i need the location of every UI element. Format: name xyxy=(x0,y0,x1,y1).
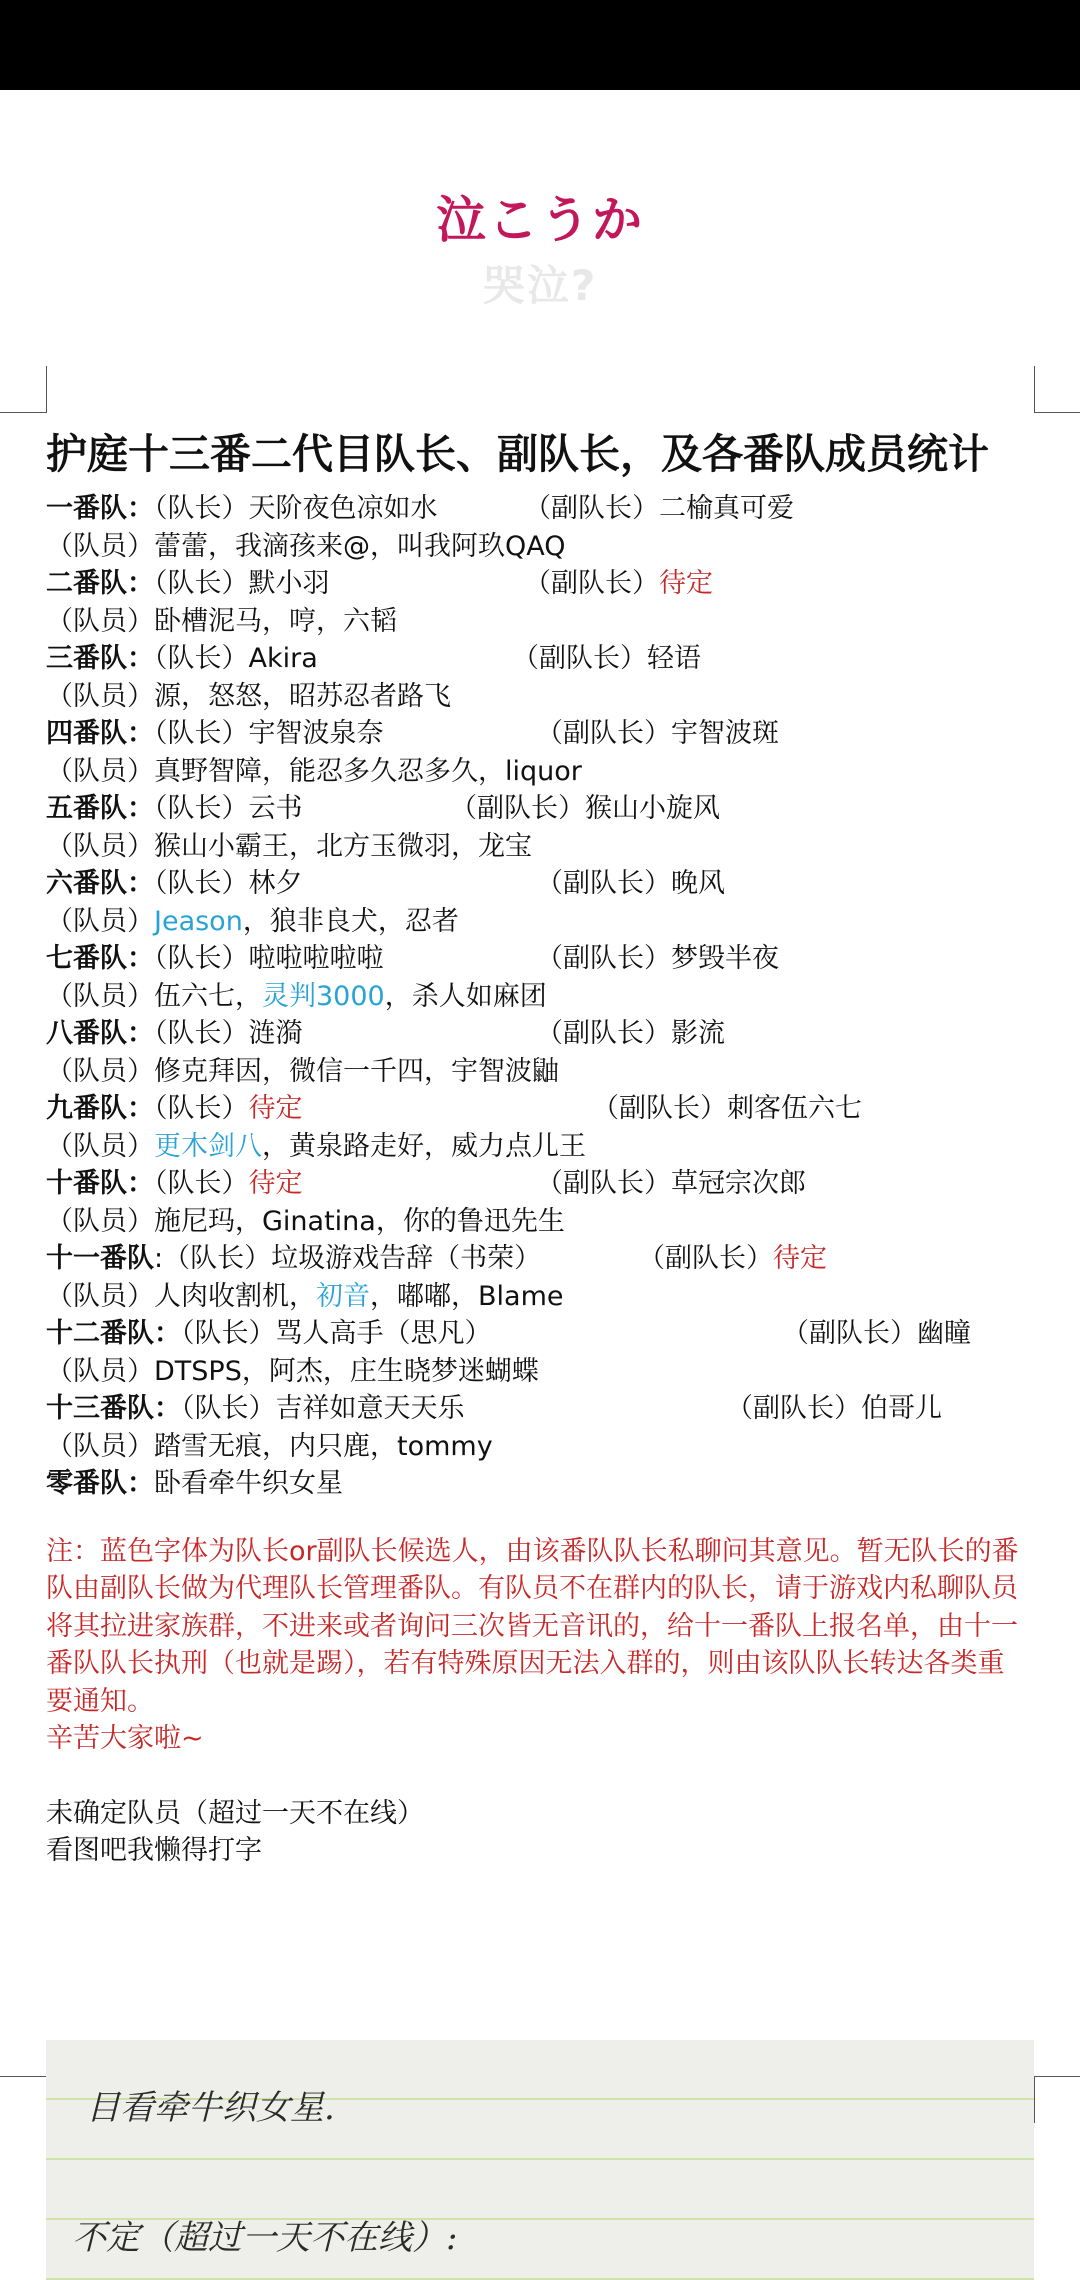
squad-9-leaders: 九番队：（队长）待定 （副队长）刺客伍六七 xyxy=(46,1090,1046,1128)
squad-6-leaders: 六番队：（队长）林夕 （副队长）晚风 xyxy=(46,865,1046,903)
squad-9-members: （队员）更木剑八，黄泉路走好，威力点儿王 xyxy=(46,1130,586,1162)
squad-11-leaders: 十一番队:（队长）垃圾游戏告辞（书荣） （副队长）待定 xyxy=(46,1240,1046,1278)
captain-name: 垃圾游戏告辞（书荣） xyxy=(271,1243,542,1274)
vice-name: 伯哥儿 xyxy=(861,1393,942,1424)
vice-name: 二榆真可爱 xyxy=(659,493,794,524)
vice-block: （副队长）刺客伍六七 xyxy=(592,1093,862,1124)
squad-text: 卧看牵牛织女星 xyxy=(154,1468,343,1499)
captain-name: 待定 xyxy=(248,1168,303,1199)
logo-subtitle: 哭泣? xyxy=(482,261,598,310)
squad-name: 八番队： xyxy=(46,1018,154,1049)
crop-mark-bottom-right xyxy=(1034,2076,1080,2123)
squad-3-members: （队员）源，怒怒，昭苏忍者路飞 xyxy=(46,680,451,712)
logo xyxy=(0,190,1080,316)
squad-2-members: （队员）卧槽泥马，哼，六韬 xyxy=(46,605,397,637)
captain-name: 云书 xyxy=(248,793,303,824)
page-title: 护庭十三番二代目队长、副队长，及各番队成员统计 xyxy=(46,430,989,478)
squad-10-leaders: 十番队：（队长）待定 （副队长）草冠宗次郎 xyxy=(46,1165,1046,1203)
crop-mark-top-left xyxy=(0,366,47,413)
vice-block: （副队长）待定 xyxy=(638,1243,827,1274)
squad-name: 七番队： xyxy=(46,943,154,974)
handwritten-note-photo xyxy=(46,2040,1034,2280)
squad-name: 九番队： xyxy=(46,1093,154,1124)
member-list: DTSPS，阿杰，庄生晓梦迷蝴蝶 xyxy=(154,1355,539,1387)
see-image-line: 看图吧我懒得打字 xyxy=(46,1835,262,1866)
squad-13-members: （队员）踏雪无痕，内只鹿，tommy xyxy=(46,1430,493,1462)
member-list: ，杀人如麻团 xyxy=(384,980,547,1012)
crop-mark-top-right xyxy=(1034,366,1080,413)
vice-block: （副队长）伯哥儿 xyxy=(726,1393,942,1424)
logo-title: 泣こうか xyxy=(436,191,644,249)
unconfirmed-heading: 未确定队员（超过一天不在线） xyxy=(46,1797,424,1829)
squad-11-members: （队员）人肉收割机，初音，嘟嘟，Blame xyxy=(46,1280,564,1312)
member-list: 踏雪无痕，内只鹿，tommy xyxy=(154,1430,493,1462)
captain-name: 吉祥如意天天乐 xyxy=(275,1393,465,1424)
squad-name: 十番队： xyxy=(46,1168,154,1199)
captain-name: 啦啦啦啦啦 xyxy=(248,943,384,974)
vice-block: （副队长）草冠宗次郎 xyxy=(536,1168,806,1199)
captain-name: 宇智波泉奈 xyxy=(248,718,384,749)
vice-block: （副队长）晚风 xyxy=(536,868,725,899)
vice-name: 轻语 xyxy=(647,643,701,674)
squad-1-leaders xyxy=(46,490,1046,528)
candidate-name: 初音 xyxy=(316,1280,370,1312)
squad-1-members: （队员）蕾蕾，我滴孩来@，叫我阿玖QAQ xyxy=(46,530,566,562)
handwritten-line: 不定（超过一天不在线）: xyxy=(72,2218,458,2258)
squad-5-leaders: 五番队：（队长）云书 （副队长）猴山小旋风 xyxy=(46,790,1046,828)
vice-block: （副队长）梦毁半夜 xyxy=(536,943,779,974)
vice-name: 梦毁半夜 xyxy=(671,943,779,974)
squad-8-members: （队员）修克拜因，微信一千四，宇智波鼬 xyxy=(46,1055,559,1087)
member-list: ，嘟嘟，Blame xyxy=(370,1280,564,1312)
vice-block: （副队长）宇智波斑 xyxy=(536,718,779,749)
handwritten-line: 目看牵牛织女星. xyxy=(86,2088,335,2128)
captain-name: 默小羽 xyxy=(248,568,330,599)
squad-name: 四番队： xyxy=(46,718,154,749)
squad-name: 六番队： xyxy=(46,868,154,899)
squad-5-members: （队员）猴山小霸王，北方玉微羽，龙宝 xyxy=(46,830,532,862)
captain-name: 天阶夜色凉如水 xyxy=(248,493,438,524)
member-list: 猴山小霸王，北方玉微羽，龙宝 xyxy=(154,830,532,862)
thanks-line: 辛苦大家啦~ xyxy=(46,1723,204,1754)
member-list: 修克拜因，微信一千四，宇智波鼬 xyxy=(154,1055,559,1087)
squad-4-leaders: 四番队：（队长）宇智波泉奈 （副队长）宇智波斑 xyxy=(46,715,1046,753)
squad-name: 零番队： xyxy=(46,1468,154,1499)
squad-name: 一番队： xyxy=(46,493,154,524)
squad-13-leaders: 十三番队：（队长）吉祥如意天天乐 （副队长）伯哥儿 xyxy=(46,1390,1046,1428)
captain-name: 待定 xyxy=(248,1093,303,1124)
vice-name: 待定 xyxy=(659,568,713,599)
squad-7-members: （队员）伍六七，灵判3000，杀人如麻团 xyxy=(46,980,547,1012)
squad-6-members: （队员）Jeason，狼非良犬，忍者 xyxy=(46,905,459,937)
captain-name: 涟漪 xyxy=(248,1018,303,1049)
squad-12-members: （队员）DTSPS，阿杰，庄生晓梦迷蝴蝶 xyxy=(46,1355,539,1387)
squad-name: 十二番队： xyxy=(46,1318,181,1349)
vice-block: （副队长）待定 xyxy=(524,568,713,599)
member-list: 真野智障，能忍多久忍多久，liquor xyxy=(154,755,582,787)
member-list: 施尼玛，Ginatina，你的鲁迅先生 xyxy=(154,1205,565,1237)
member-list: ，黄泉路走好，威力点儿王 xyxy=(262,1130,586,1162)
crop-mark-bottom-left xyxy=(0,2076,47,2123)
candidate-name: 灵判3000 xyxy=(262,980,385,1012)
vice-block: （副队长）幽瞳 xyxy=(782,1318,971,1349)
captain-name: Akira xyxy=(248,643,318,674)
captain-name: 骂人高手（思凡） xyxy=(275,1318,492,1349)
squad-7-leaders: 七番队：（队长）啦啦啦啦啦 （副队长）梦毁半夜 xyxy=(46,940,1046,978)
member-list: 卧槽泥马，哼，六韬 xyxy=(154,605,397,637)
member-list: 蕾蕾，我滴孩来@，叫我阿玖QAQ xyxy=(154,530,566,562)
vice-name: 幽瞳 xyxy=(917,1318,971,1349)
vice-name: 猴山小旋风 xyxy=(585,793,720,824)
captain-name: 林夕 xyxy=(248,868,303,899)
squad-12-leaders: 十二番队：（队长）骂人高手（思凡） （副队长）幽瞳 xyxy=(46,1315,1046,1353)
member-list: ，狼非良犬，忍者 xyxy=(242,905,459,937)
vice-name: 晚风 xyxy=(671,868,725,899)
squad-name: 十一番队 xyxy=(46,1243,154,1274)
vice-name: 宇智波斑 xyxy=(671,718,779,749)
squad-name: 三番队： xyxy=(46,643,154,674)
vice-name: 刺客伍六七 xyxy=(727,1093,862,1124)
status-bar xyxy=(0,0,1080,90)
vice-name: 待定 xyxy=(773,1243,827,1274)
vice-name: 草冠宗次郎 xyxy=(671,1168,806,1199)
squad-name: 五番队： xyxy=(46,793,154,824)
vice-block: （副队长）轻语 xyxy=(512,643,701,674)
notice-body: 注：蓝色字体为队长or副队长候选人，由该番队队长私聊问其意见。暂无队长的番队由副队长做为代理队长管理番队。有队员不在群内的队长，请于游戏内私聊队员将其拉进家族群，不进来或者询问三次皆无音讯的，给十一番队上报名单，由十一番队队长执刑（也就是踢），若有特殊原因无法入群的，则由该队队长转达各类重要通知。 xyxy=(46,1535,1019,1717)
squad-name: 二番队： xyxy=(46,568,154,599)
captain-label: （队长） xyxy=(154,493,249,524)
vice-block: （副队长）猴山小旋风 xyxy=(450,793,720,824)
squad-3-leaders: 三番队：（队长）Akira （副队长）轻语 xyxy=(46,640,1046,678)
squad-2-leaders: 二番队：（队长）默小羽 （副队长）待定 xyxy=(46,565,1046,603)
squad-name: 十三番队： xyxy=(46,1393,181,1424)
squad-8-leaders: 八番队：（队长）涟漪 （副队长）影流 xyxy=(46,1015,1046,1053)
document-body xyxy=(46,424,1046,1870)
notice-text xyxy=(46,1533,1021,1758)
unconfirmed-section xyxy=(46,1795,1046,1870)
candidate-name: 更木剑八 xyxy=(154,1130,262,1162)
member-list: 源，怒怒，昭苏忍者路飞 xyxy=(154,680,451,712)
vice-block: （副队长）二榆真可爱 xyxy=(524,493,794,524)
squad-4-members: （队员）真野智障，能忍多久忍多久，liquor xyxy=(46,755,582,787)
vice-name: 影流 xyxy=(671,1018,725,1049)
candidate-name: Jeason xyxy=(154,905,243,937)
squad-0 xyxy=(46,1465,1046,1503)
vice-block: （副队长）影流 xyxy=(536,1018,725,1049)
squad-10-members: （队员）施尼玛，Ginatina，你的鲁迅先生 xyxy=(46,1205,565,1237)
